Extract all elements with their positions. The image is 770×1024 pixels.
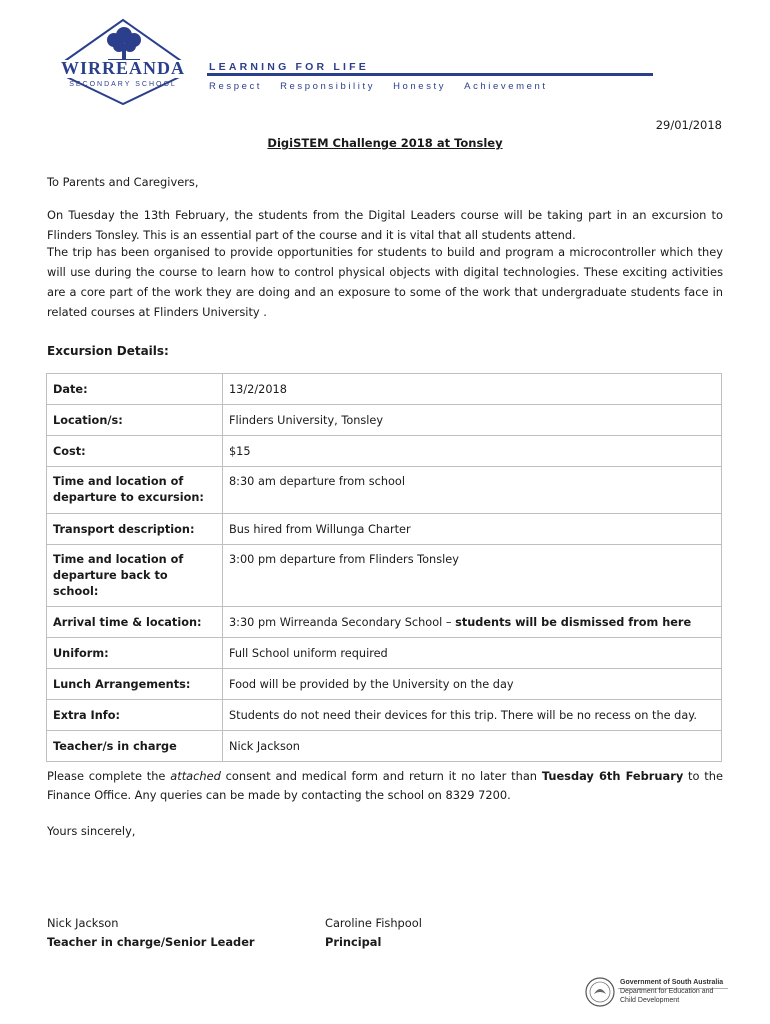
letterhead <box>0 0 770 110</box>
table-row <box>47 436 722 467</box>
detail-key: Time and location of departure to excursion: <box>47 467 223 514</box>
detail-key: Date: <box>47 374 223 405</box>
closing-paragraph <box>47 767 723 805</box>
table-row <box>47 374 722 405</box>
detail-key: Lunch Arrangements: <box>47 669 223 700</box>
closing-text: consent and medical form and return it no later than <box>220 769 542 783</box>
letter-date: 29/01/2018 <box>655 118 722 132</box>
closing-deadline: Tuesday 6th February <box>541 769 684 783</box>
signatory-title: Principal <box>325 935 382 949</box>
detail-value <box>223 607 722 638</box>
gov-line: Child Development <box>620 997 680 1004</box>
detail-key: Uniform: <box>47 638 223 669</box>
detail-value: Nick Jackson <box>223 731 722 762</box>
signature-teacher <box>47 914 255 952</box>
header-rule <box>207 73 653 76</box>
table-row <box>47 700 722 731</box>
table-row <box>47 669 722 700</box>
signatory-name: Caroline Fishpool <box>325 916 422 930</box>
table-row <box>47 731 722 762</box>
table-row <box>47 405 722 436</box>
value-item: Achievement <box>464 81 548 92</box>
table-row <box>47 545 722 607</box>
detail-value-emphasis: students will be dismissed from here <box>455 616 692 629</box>
sign-off: Yours sincerely, <box>47 824 136 838</box>
closing-text: Please complete the <box>47 769 171 783</box>
paragraph-purpose: The trip has been organised to provide opportunities for students to build and program a microcontroller which they will use during the course to learn how to control physical objects with digital technologies. These exciting activities are a core part of the work they are doing and an exposure to some of the work that undergraduate students face in related courses at Flinders University . <box>47 245 723 319</box>
detail-value: $15 <box>223 436 722 467</box>
closing-text: to the Finance Office. Any queries can be made by contacting the school on 8329 7200. <box>47 769 723 802</box>
excursion-details-table <box>46 373 722 762</box>
detail-value: Food will be provided by the University on the day <box>223 669 722 700</box>
section-heading: Excursion Details: <box>47 344 169 358</box>
signatory-name: Nick Jackson <box>47 916 119 930</box>
letter-title: DigiSTEM Challenge 2018 at Tonsley <box>267 136 503 150</box>
detail-key: Transport description: <box>47 514 223 545</box>
table-row <box>47 638 722 669</box>
detail-value: Flinders University, Tonsley <box>223 405 722 436</box>
value-item: Honesty <box>393 81 447 92</box>
value-item: Respect <box>209 81 263 92</box>
tagline: LEARNING FOR LIFE <box>209 61 369 73</box>
detail-key: Cost: <box>47 436 223 467</box>
gov-line: Government of South Australia <box>620 979 724 986</box>
signatory-title: Teacher in charge/Senior Leader <box>47 935 255 949</box>
salutation: To Parents and Caregivers, <box>47 175 199 189</box>
paragraph-intro: On Tuesday the 13th February, the students from the Digital Leaders course will be taking part in an excursion to Flinders Tonsley. This is an essential part of the course and it is vital that all students attend. <box>47 208 723 242</box>
school-sub: SECONDARY SCHOOL <box>69 81 177 88</box>
table-row <box>47 607 722 638</box>
detail-value: Students do not need their devices for this trip. There will be no recess on the day. <box>223 700 722 731</box>
closing-attached: attached <box>170 769 221 783</box>
detail-value: 13/2/2018 <box>223 374 722 405</box>
value-item: Responsibility <box>280 81 376 92</box>
detail-value-text: 3:30 pm Wirreanda Secondary School – <box>229 616 456 629</box>
detail-key: Teacher/s in charge <box>47 731 223 762</box>
detail-key: Arrival time & location: <box>47 607 223 638</box>
detail-key: Location/s: <box>47 405 223 436</box>
school-name: WIRREANDA <box>60 58 186 78</box>
school-logo <box>48 18 198 106</box>
school-values <box>209 81 566 92</box>
gov-line: Department for Education and <box>620 988 714 995</box>
signature-principal <box>325 914 422 952</box>
table-row <box>47 467 722 514</box>
table-row <box>47 514 722 545</box>
government-footer <box>620 978 723 1005</box>
detail-key: Extra Info: <box>47 700 223 731</box>
detail-value: 3:00 pm departure from Flinders Tonsley <box>223 545 722 607</box>
detail-value: Full School uniform required <box>223 638 722 669</box>
detail-value: Bus hired from Willunga Charter <box>223 514 722 545</box>
detail-value: 8:30 am departure from school <box>223 467 722 514</box>
detail-key: Time and location of departure back to school: <box>47 545 223 607</box>
